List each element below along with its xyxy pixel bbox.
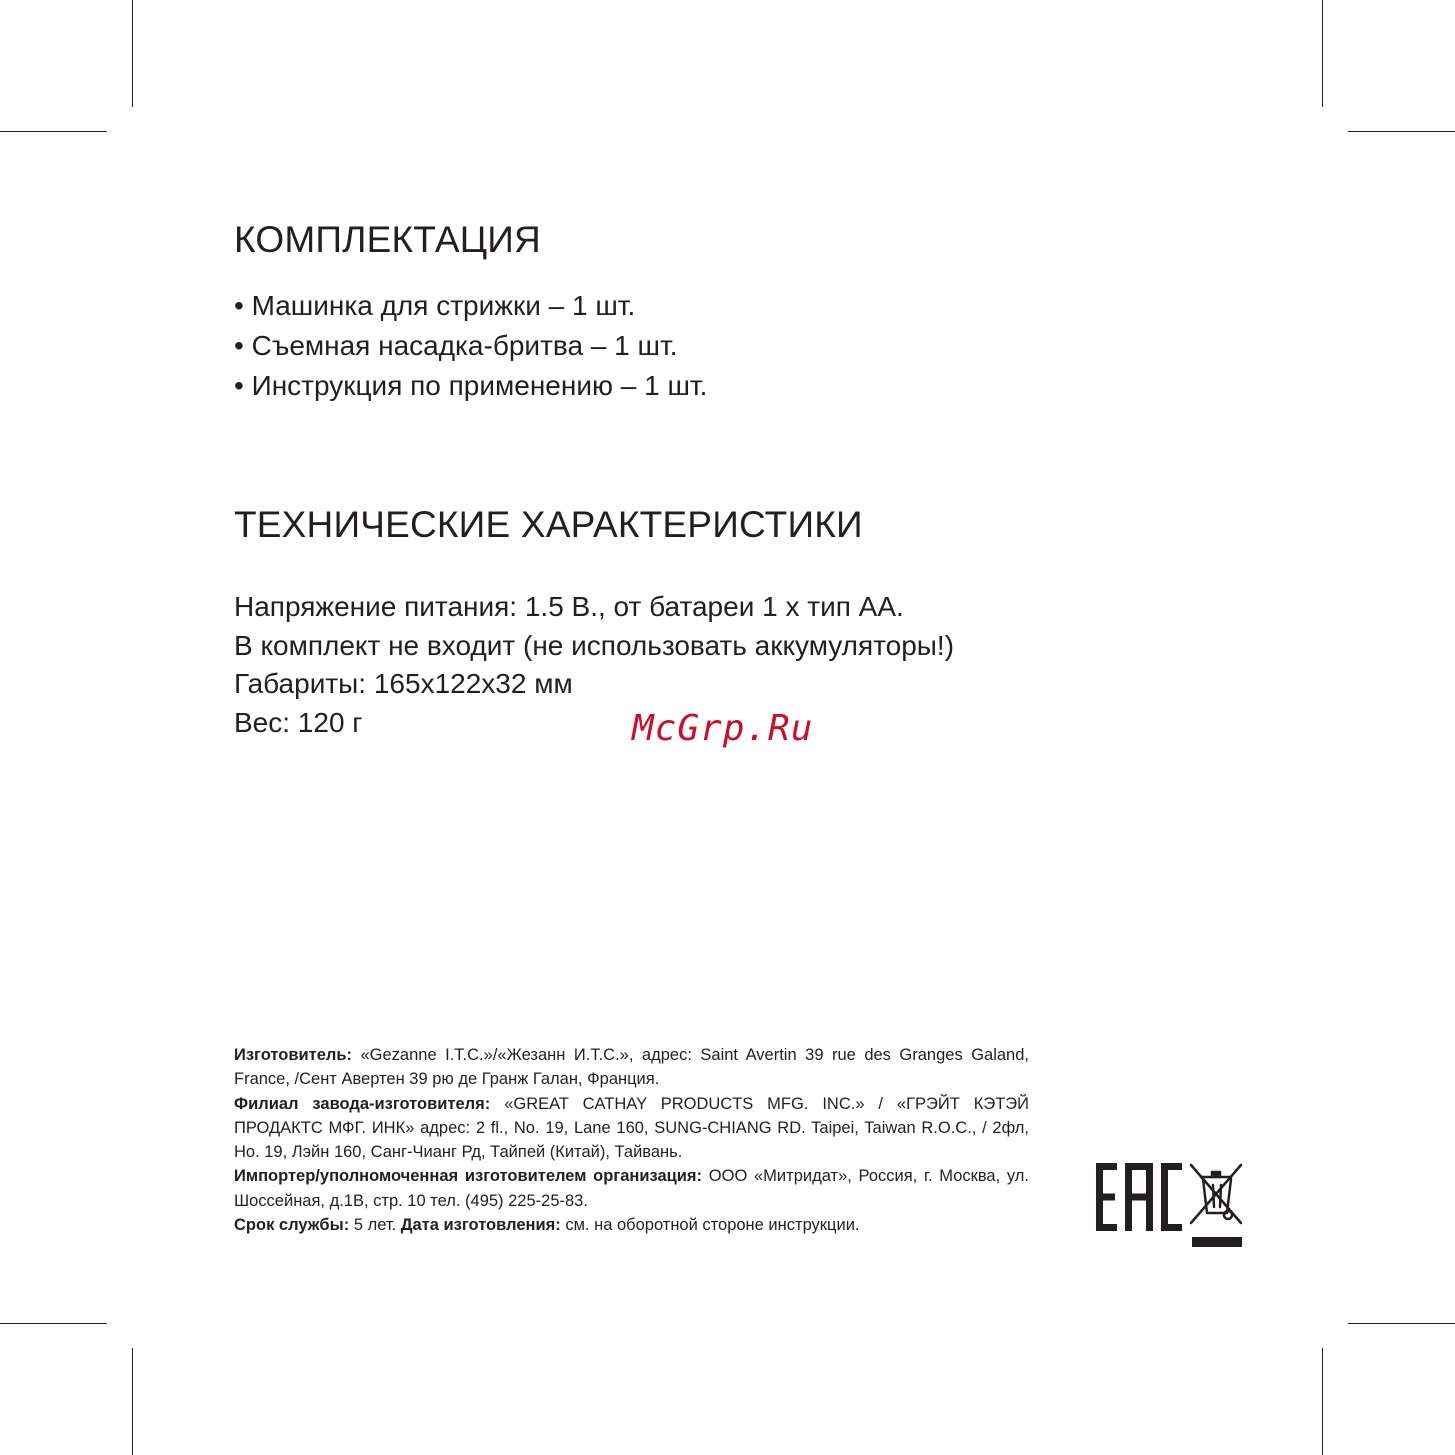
branch-info [234, 1092, 1029, 1165]
kit-item: • Инструкция по применению – 1 шт. [234, 366, 707, 406]
crop-mark-top-right-vertical [1322, 0, 1323, 107]
spec-weight: Вес: 120 г [234, 706, 363, 738]
legal-block [234, 1043, 1029, 1237]
spec-dimensions: Габариты: 165х122х32 мм [234, 668, 573, 699]
importer-info [234, 1164, 1029, 1213]
eac-conformity-mark-icon [1096, 1163, 1182, 1231]
manufacturer-info [234, 1043, 1029, 1092]
specs-block [234, 588, 954, 742]
crop-mark-bottom-right-horizontal [1348, 1323, 1455, 1324]
importer-text: ООО «Митридат», Россия, г. Москва, ул. Шоссейная, д.1В, стр. 10 тел. (495) 225-25-83. [234, 1167, 1029, 1210]
service-info [234, 1213, 1029, 1237]
branch-text: «GREAT CATHAY PRODUCTS MFG. INC.» / «ГРЭЙТ КЭТЭЙ ПРОДАКТС МФГ. ИНК» адрес: 2 fl., No. 19, Lane 160, SUNG-CHIANG RD. Taipei, Taiwan R.O.C., / 2фл, Но. 19, Лэйн 160, Санг-Чианг Рд, Тайпей (Китай), Тайвань. [234, 1094, 1029, 1162]
kit-list [234, 286, 707, 406]
crop-mark-bottom-left-horizontal [0, 1323, 107, 1324]
crop-mark-bottom-left-vertical [132, 1348, 133, 1455]
kit-item: • Съемная насадка-бритва – 1 шт. [234, 326, 707, 366]
crossed-out-wheelie-bin-icon [1187, 1163, 1247, 1249]
specs-heading: ТЕХНИЧЕСКИЕ ХАРАКТЕРИСТИКИ [234, 504, 863, 545]
date-text: см. на оборотной стороне инструкции. [565, 1216, 860, 1235]
manufacturer-label: Изготовитель: [234, 1046, 352, 1064]
spec-voltage: Напряжение питания: 1.5 В., от батареи 1 х тип АА. [234, 591, 904, 622]
crop-mark-bottom-right-vertical [1322, 1348, 1323, 1455]
kit-item: • Машинка для стрижки – 1 шт. [234, 286, 707, 326]
crop-mark-top-left-horizontal [0, 131, 107, 132]
service-label: Срок службы: [234, 1216, 350, 1235]
importer-label: Импортер/уполномоченная изготовителем организация: [234, 1167, 703, 1186]
service-text: 5 лет. [353, 1216, 397, 1235]
spec-battery-note: В комплект не входит (не использовать аккумуляторы!) [234, 629, 955, 661]
kit-heading: КОМПЛЕКТАЦИЯ [234, 219, 541, 260]
watermark: McGrp.Ru [632, 708, 814, 749]
manufacturer-text: «Gezanne I.T.C.»/«Жезанн И.Т.С.», адрес: Saint Avertin 39 rue des Granges Galand, France, /Сент Авертен 39 рю де Гранж Галан, Франция. [234, 1046, 1029, 1089]
branch-label: Филиал завода-изготовителя: [234, 1094, 491, 1113]
crop-mark-top-right-horizontal [1348, 131, 1455, 132]
date-label: Дата изготовления: [400, 1216, 561, 1235]
crop-mark-top-left-vertical [132, 0, 133, 107]
